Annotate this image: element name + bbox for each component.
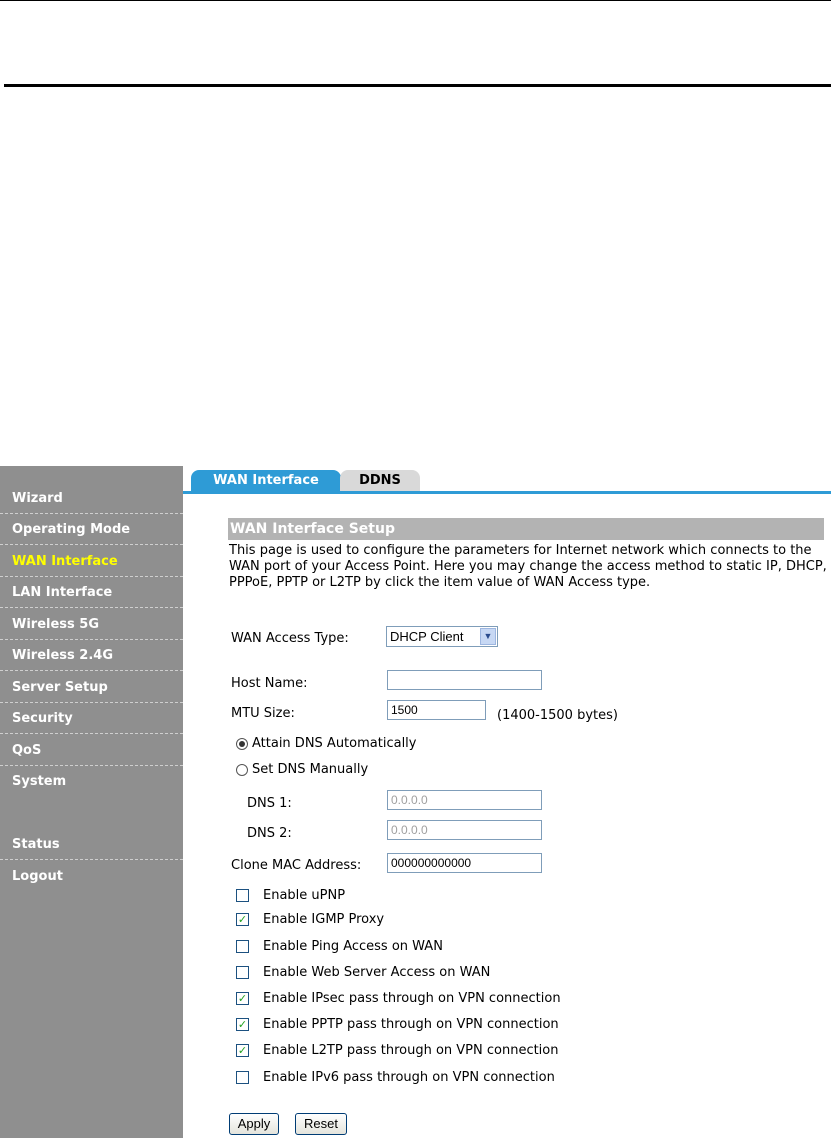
- mtu-size-label: MTU Size:: [231, 706, 295, 721]
- host-name-input[interactable]: [387, 670, 542, 690]
- sidebar-item-logout[interactable]: [0, 861, 183, 892]
- dns-manual-label: Set DNS Manually: [252, 762, 369, 777]
- wan-access-type-value: DHCP Client: [390, 629, 464, 644]
- reset-button[interactable]: Reset: [295, 1113, 347, 1135]
- sidebar-item-security[interactable]: [0, 703, 183, 734]
- igmp-proxy-label: Enable IGMP Proxy: [263, 912, 385, 927]
- sidebar-item-wan-interface[interactable]: [0, 546, 183, 577]
- ipsec-passthrough-label: Enable IPsec pass through on VPN connection: [263, 991, 561, 1006]
- sidebar-item-wireless-5g[interactable]: [0, 609, 183, 640]
- tab-underline: [183, 491, 831, 494]
- dns-auto-label: Attain DNS Automatically: [252, 736, 417, 751]
- igmp-proxy-checkbox[interactable]: [236, 913, 249, 926]
- sidebar-item-label: QoS: [12, 743, 42, 758]
- web-server-access-label: Enable Web Server Access on WAN: [263, 965, 491, 980]
- dns1-input[interactable]: 0.0.0.0: [387, 790, 542, 810]
- clone-mac-label: Clone MAC Address:: [231, 858, 362, 873]
- section-title: WAN Interface Setup: [228, 518, 824, 540]
- dns2-label: DNS 2:: [247, 826, 292, 841]
- sidebar-item-lan-interface[interactable]: [0, 577, 183, 608]
- sidebar-item-operating-mode[interactable]: [0, 514, 183, 545]
- host-name-label: Host Name:: [231, 676, 308, 691]
- dns2-input[interactable]: 0.0.0.0: [387, 820, 542, 840]
- clone-mac-input[interactable]: 000000000000: [387, 853, 542, 873]
- upnp-checkbox[interactable]: [236, 889, 249, 902]
- sidebar-item-wireless-24g[interactable]: [0, 640, 183, 671]
- check-icon: ✓: [237, 1044, 248, 1057]
- sidebar-item-label: Wizard: [12, 491, 63, 506]
- l2tp-passthrough-checkbox[interactable]: [236, 1044, 249, 1057]
- check-icon: ✓: [237, 1018, 248, 1031]
- top-rule: [0, 0, 831, 1]
- sidebar-item-label: Server Setup: [12, 680, 108, 695]
- dns1-label: DNS 1:: [247, 796, 292, 811]
- tab-ddns[interactable]: DDNS: [340, 470, 420, 492]
- sidebar-item-label: System: [12, 774, 67, 789]
- sidebar-item-qos[interactable]: [0, 735, 183, 766]
- ping-access-checkbox[interactable]: [236, 940, 249, 953]
- sidebar-item-system[interactable]: [0, 766, 183, 797]
- check-icon: ✓: [237, 913, 248, 926]
- ping-access-label: Enable Ping Access on WAN: [263, 939, 443, 954]
- section-description: This page is used to configure the parameters for Internet network which connects to the WAN port of your Access Point. Here you may change the access method to static IP, DHCP, PPPoE, PPTP or L2TP by click the item value of WAN Access type.: [229, 543, 827, 590]
- ipsec-passthrough-checkbox[interactable]: [236, 992, 249, 1005]
- sidebar-item-label: LAN Interface: [12, 585, 113, 600]
- web-server-access-checkbox[interactable]: [236, 966, 249, 979]
- sidebar-item-label: Wireless 5G: [12, 617, 100, 632]
- wan-access-type-select[interactable]: [386, 626, 498, 647]
- l2tp-passthrough-label: Enable L2TP pass through on VPN connection: [263, 1043, 559, 1058]
- header-rule: [4, 84, 831, 87]
- ipv6-passthrough-checkbox[interactable]: [236, 1071, 249, 1084]
- sidebar-item-label: Wireless 2.4G: [12, 648, 113, 663]
- wan-access-type-label: WAN Access Type:: [231, 631, 349, 646]
- sidebar: [0, 466, 183, 1138]
- ipv6-passthrough-label: Enable IPv6 pass through on VPN connection: [263, 1070, 555, 1085]
- mtu-size-hint: (1400-1500 bytes): [497, 708, 618, 723]
- sidebar-item-wizard[interactable]: [0, 483, 183, 514]
- check-icon: ✓: [237, 992, 248, 1005]
- upnp-label: Enable uPNP: [263, 888, 346, 903]
- pptp-passthrough-checkbox[interactable]: [236, 1018, 249, 1031]
- sidebar-item-label: Security: [12, 711, 73, 726]
- sidebar-item-label: Logout: [12, 869, 63, 884]
- sidebar-item-server-setup[interactable]: [0, 672, 183, 703]
- tab-wan-interface[interactable]: WAN Interface: [191, 470, 341, 492]
- sidebar-item-label: Status: [12, 837, 60, 852]
- mtu-size-input[interactable]: 1500: [387, 700, 486, 720]
- dns-auto-radio[interactable]: [236, 738, 248, 750]
- dns-manual-radio[interactable]: [236, 764, 248, 776]
- chevron-down-icon[interactable]: ▼: [480, 628, 496, 645]
- sidebar-item-label: Operating Mode: [12, 522, 131, 537]
- sidebar-item-label: WAN Interface: [12, 554, 118, 569]
- apply-button[interactable]: Apply: [229, 1113, 279, 1135]
- sidebar-item-status[interactable]: [0, 829, 183, 860]
- pptp-passthrough-label: Enable PPTP pass through on VPN connection: [263, 1017, 559, 1032]
